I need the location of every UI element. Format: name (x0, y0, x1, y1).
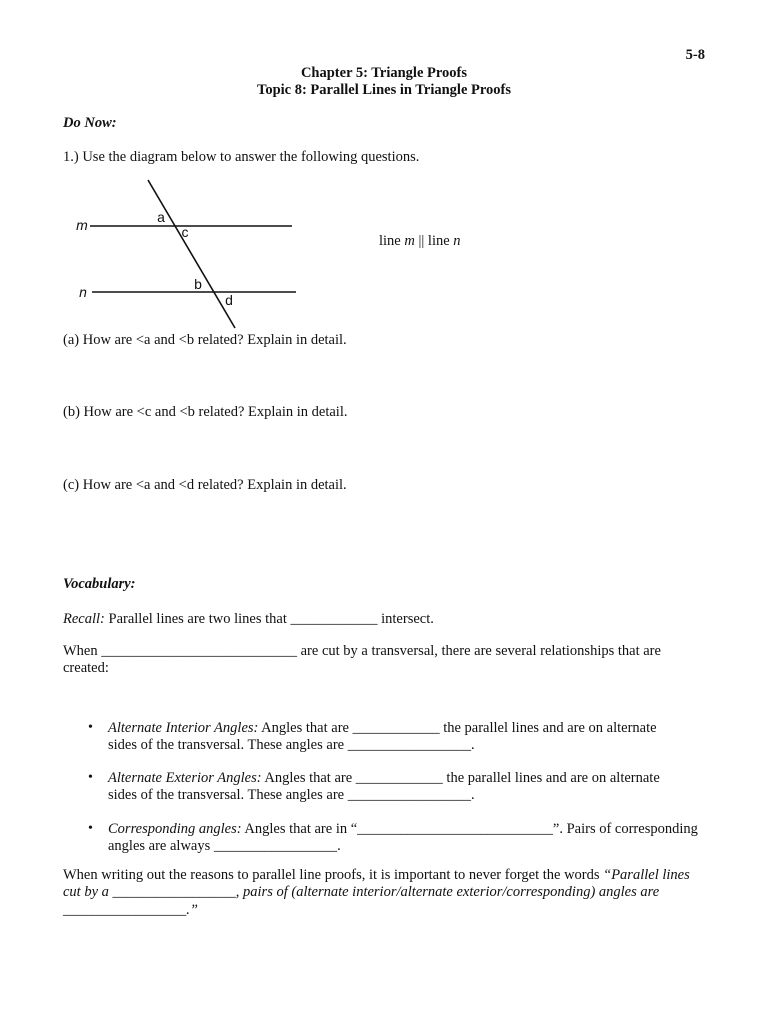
question-c: (c) How are <a and <d related? Explain in detail. (63, 477, 347, 493)
bullet-icon: • (88, 770, 93, 785)
bullet-1-text: Angles that are ____________ the parallel lines and are on alternate (258, 720, 657, 736)
given-line-m: m (404, 233, 415, 249)
topic-title: Topic 8: Parallel Lines in Triangle Proofs (256, 82, 512, 98)
angle-b-label: b (194, 276, 202, 292)
reminder-line-1 (63, 866, 690, 884)
line-m-label: m (76, 217, 88, 233)
bullet-2-line-2: sides of the transversal. These angles are _________________. (108, 787, 475, 803)
recall-label: Recall: (63, 611, 105, 627)
given-text-1: line (379, 233, 405, 249)
angle-a-label: a (157, 209, 165, 225)
reminder-line-3: _________________.” (63, 902, 198, 918)
bullet-2-term: Alternate Exterior Angles: (108, 770, 262, 786)
recall-line (63, 610, 434, 628)
page-number: 5-8 (685, 47, 705, 63)
chapter-title: Chapter 5: Triangle Proofs (300, 65, 468, 81)
bullet-3-line-2: angles are always _________________. (108, 838, 341, 854)
recall-text: Parallel lines are two lines that ____________ intersect. (104, 611, 434, 627)
bullet-1-term: Alternate Interior Angles: (108, 720, 259, 736)
reminder-text: When writing out the reasons to parallel line proofs, it is important to never forget the words (63, 867, 604, 883)
bullet-2-line-1 (108, 769, 660, 787)
angle-c-label: c (181, 224, 189, 240)
when-line-2: created: (63, 660, 109, 676)
bullet-2-text: Angles that are ____________ the parallel lines and are on alternate (261, 770, 660, 786)
parallel-lines-diagram (60, 172, 310, 337)
reminder-quote-start: “Parallel lines (603, 867, 690, 883)
reminder-line-2: cut by a _________________, pairs of (alternate interior/alternate exterior/corresponding) angles are (63, 884, 660, 900)
bullet-3-term: Corresponding angles: (108, 821, 242, 837)
vocabulary-heading: Vocabulary: (63, 576, 136, 592)
given-text-2: || line (414, 233, 454, 249)
bullet-1-line-1 (108, 719, 657, 737)
do-now-heading: Do Now: (63, 115, 117, 131)
given-line-n: n (453, 233, 461, 249)
angle-d-label: d (225, 292, 233, 308)
question-b: (b) How are <c and <b related? Explain in detail. (63, 404, 348, 420)
line-n-label: n (79, 284, 87, 300)
do-now-instruction: 1.) Use the diagram below to answer the following questions. (63, 149, 420, 165)
bullet-1-line-2: sides of the transversal. These angles are _________________. (108, 737, 475, 753)
transversal (148, 180, 235, 328)
bullet-3-line-1 (108, 820, 698, 838)
bullet-icon: • (88, 720, 93, 735)
bullet-3-text: Angles that are in “___________________________”. Pairs of corresponding (241, 821, 698, 837)
given-statement (379, 232, 461, 250)
question-a: (a) How are <a and <b related? Explain in detail. (63, 332, 347, 348)
bullet-icon: • (88, 821, 93, 836)
when-line-1: When ___________________________ are cut by a transversal, there are several relationships that are (63, 643, 661, 659)
